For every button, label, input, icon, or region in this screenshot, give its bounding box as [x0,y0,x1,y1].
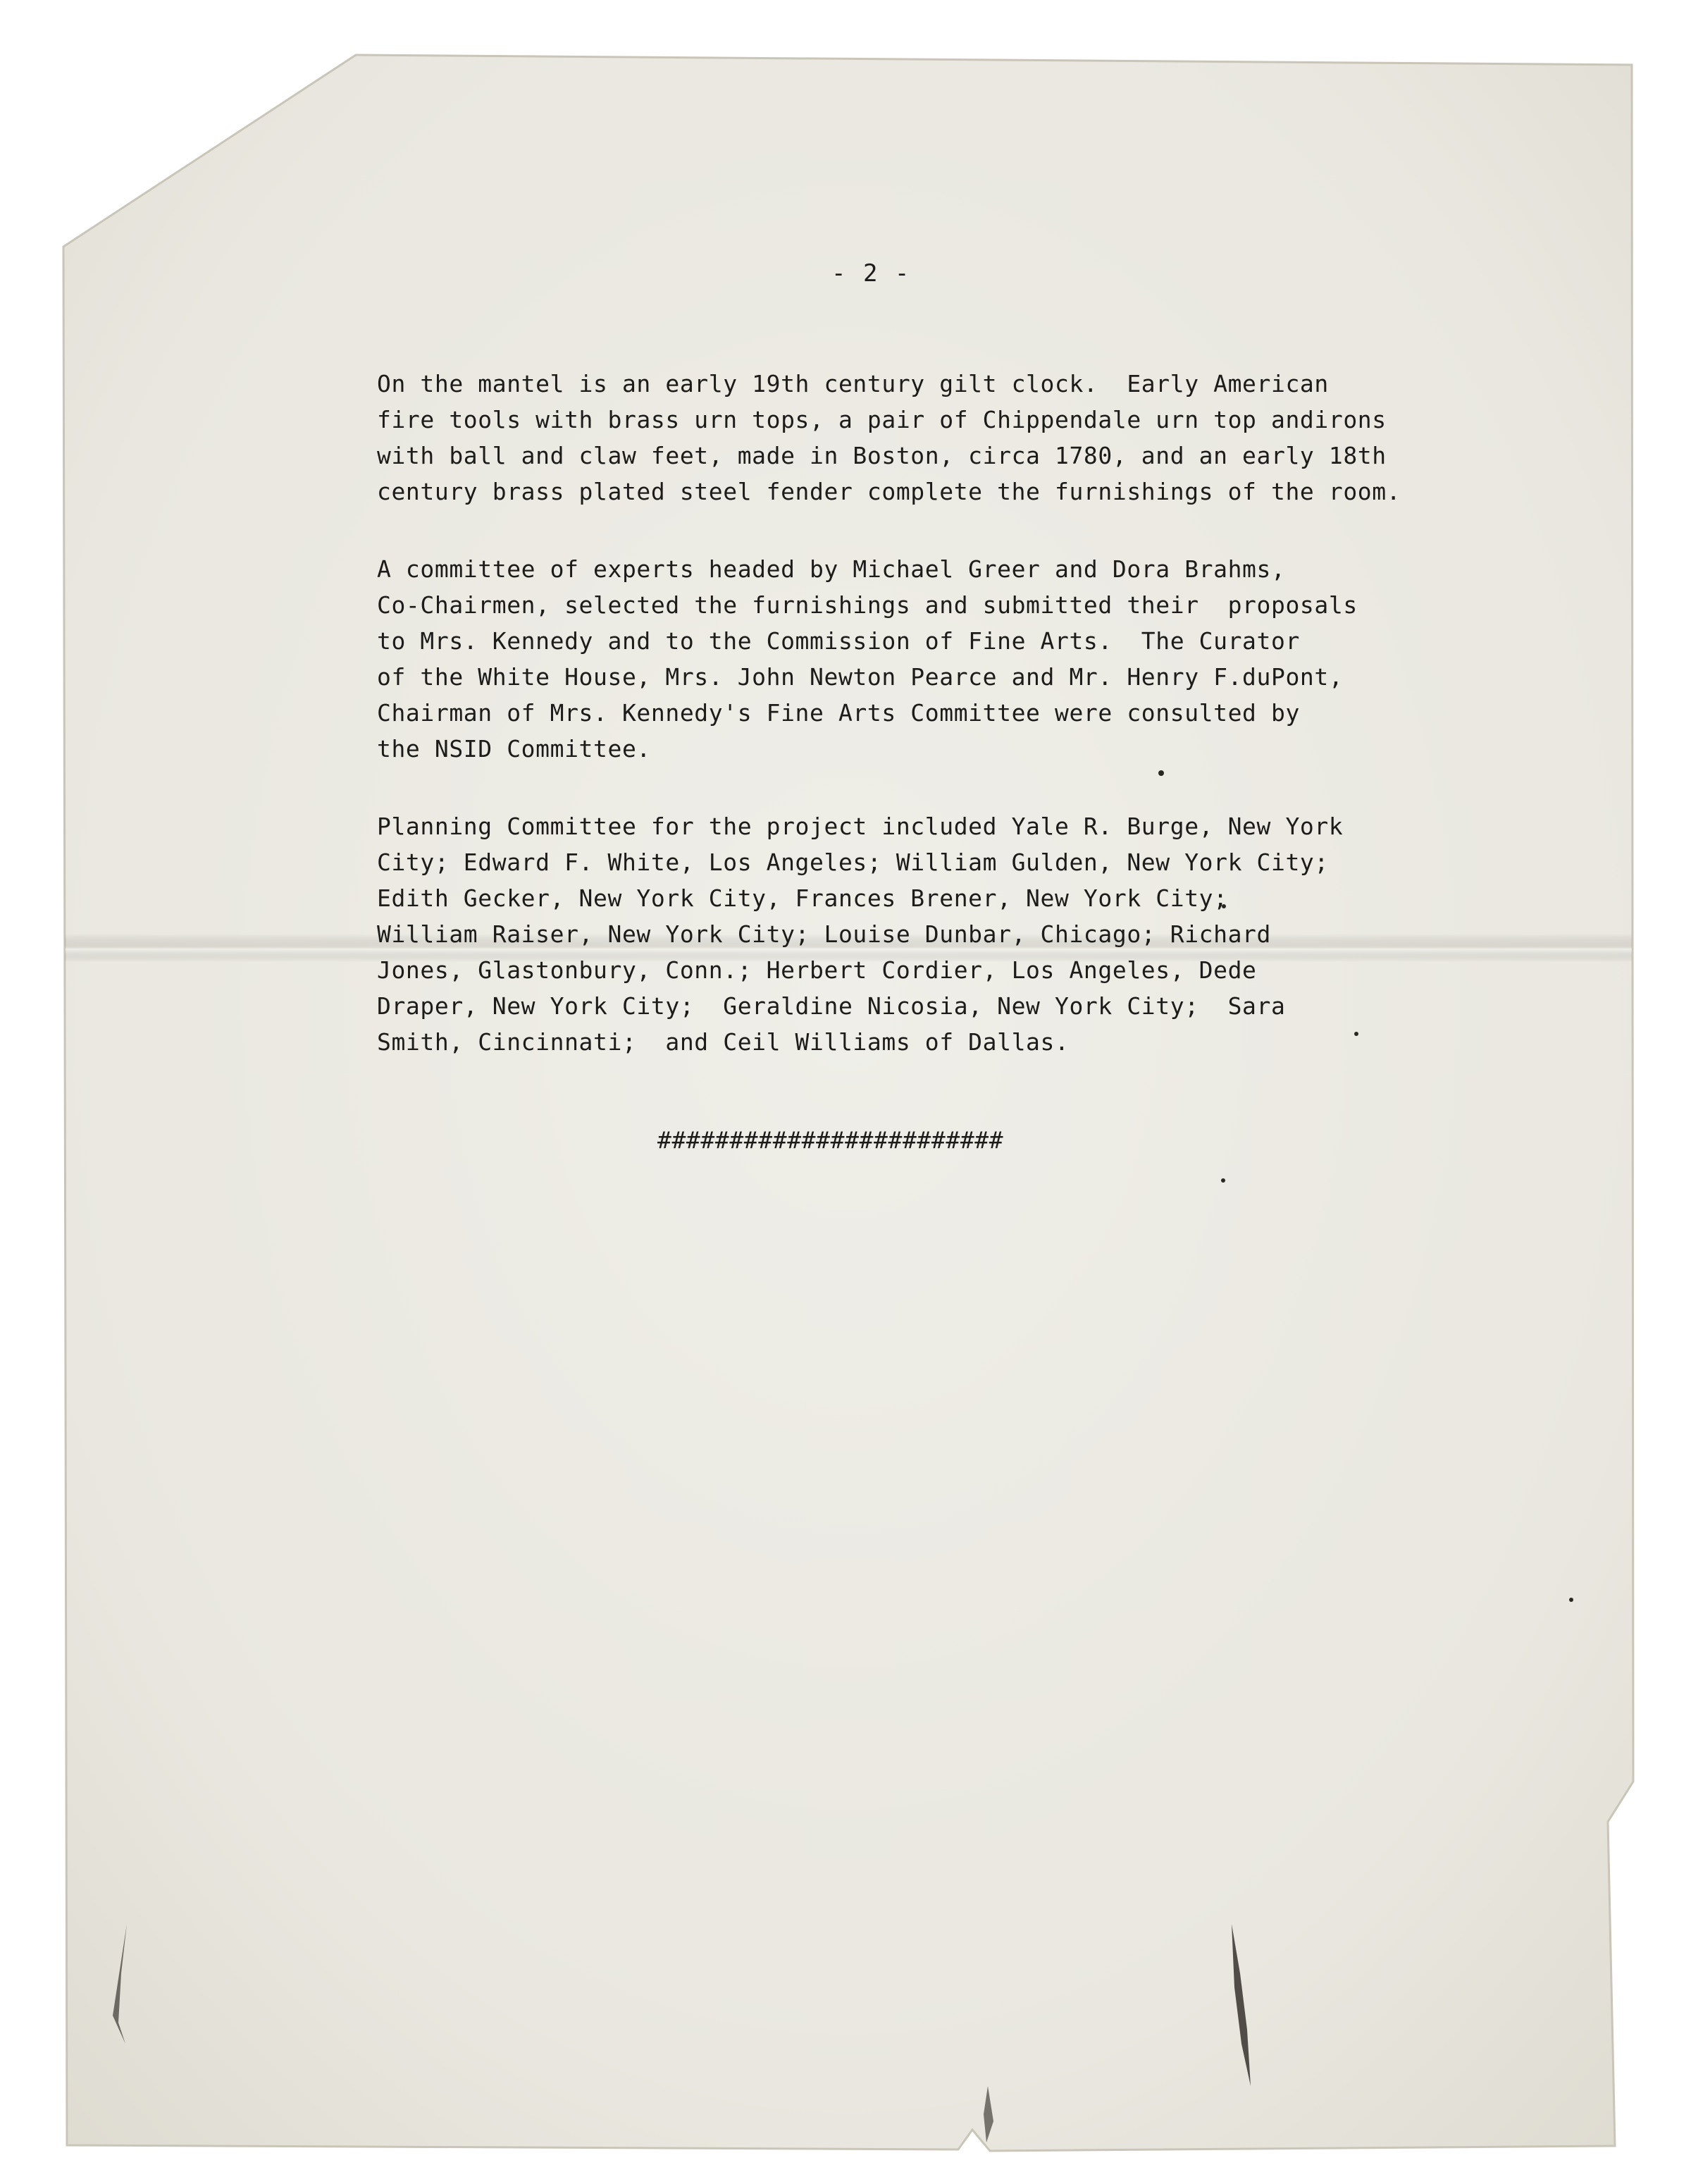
text-line: the NSID Committee. [377,735,651,763]
text-line: to Mrs. Kennedy and to the Commission of Fine Arts. The Curator [377,627,1300,655]
text-line: with ball and claw feet, made in Boston, circa 1780, and an early 18th [377,442,1387,469]
text-line: Smith, Cincinnati; and Ceil Williams of Dallas. [377,1028,1070,1056]
text-line: of the White House, Mrs. John Newton Pearce and Mr. Henry F.duPont, [377,663,1344,691]
text-line: Chairman of Mrs. Kennedy's Fine Arts Committee were consulted by [377,699,1300,727]
end-of-release-mark: ######################## [657,1126,1004,1154]
text-line: A committee of experts headed by Michael Greer and Dora Brahms, [377,555,1286,583]
text-line: Planning Committee for the project included Yale R. Burge, New York [377,813,1344,840]
text-line: On the mantel is an early 19th century gilt clock. Early American [377,370,1329,397]
page-number: - 2 - [831,259,911,288]
text-line: fire tools with brass urn tops, a pair of Chippendale urn top andirons [377,406,1387,433]
text-line: Jones, Glastonbury, Conn.; Herbert Cordier, Los Angeles, Dede [377,956,1257,984]
text-line: century brass plated steel fender complete the furnishings of the room. [377,478,1401,505]
text-line: Co-Chairmen, selected the furnishings and submitted their proposals [377,591,1358,619]
text-line: City; Edward F. White, Los Angeles; William Gulden, New York City; [377,849,1329,876]
text-line: Draper, New York City; Geraldine Nicosia, New York City; Sara [377,992,1286,1020]
text-line: William Raiser, New York City; Louise Dunbar, Chicago; Richard [377,920,1271,948]
text-line: Edith Gecker, New York City, Frances Brener, New York City; [377,884,1228,912]
